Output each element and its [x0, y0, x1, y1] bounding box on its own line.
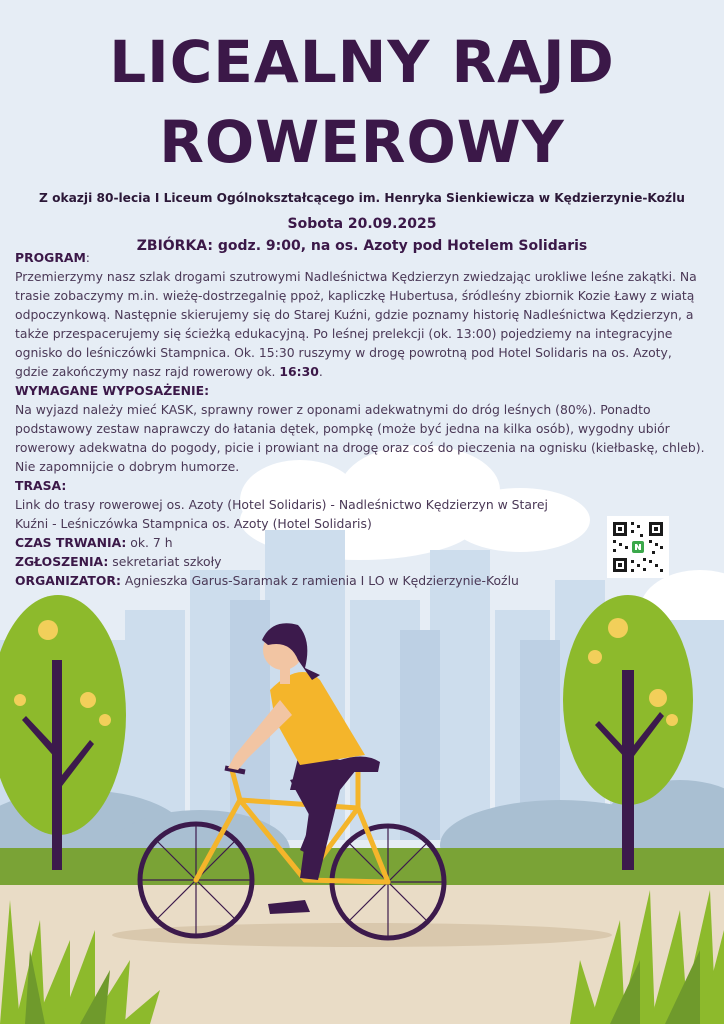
poster-content [0, 0, 724, 254]
duration-value: ok. 7 h [126, 535, 173, 550]
poster-body [15, 248, 707, 590]
duration-line [15, 533, 707, 552]
organizer-label: ORGANIZATOR: [15, 573, 121, 588]
duration-label: CZAS TRWANIA: [15, 535, 127, 550]
equipment-label: WYMAGANE WYPOSAŻENIE: [15, 383, 210, 398]
program-section [15, 248, 707, 381]
organizer-line [15, 571, 707, 590]
title-line-1: LICEALNY RAJD [109, 28, 615, 96]
route-link-text[interactable]: Link do trasy rowerowej os. Azoty (Hotel Solidaris) - Nadleśnictwo Kędzierzyn w Starej Kuźni - Leśniczówka Stampnica os. Azoty (Hotel Solidaris) [15, 497, 548, 531]
program-label-colon: : [85, 250, 90, 265]
meeting-point: ZBIÓRKA: godz. 9:00, na os. Azoty pod Hotelem Solidaris [136, 238, 588, 254]
applications-label: ZGŁOSZENIA: [15, 554, 109, 569]
program-label: PROGRAM [15, 250, 86, 265]
occasion-subtitle: Z okazji 80-lecia I Liceum Ogólnokształcącego im. Henryka Sienkiewicza w Kędzierzynie-Koźlu [39, 191, 685, 205]
equipment-section [15, 381, 707, 476]
qr-code-icon[interactable] [607, 516, 669, 578]
route-section [15, 476, 707, 533]
title-line-2: ROWEROWY [159, 108, 565, 176]
program-text: Przemierzymy nasz szlak drogami szutrowymi Nadleśnictwa Kędzierzyn zwiedzając urokliwe leśne zakątki. Na trasie zobaczymy m.in. wieżę-dostrzegalnię ppoż, kapliczkę Hubertusa, śródleśny zbiornik Kozie Ławy z wiatą odpoczynkową. Następnie skierujemy się do Starej Kuźni, gdzie poznamy historię Nadleśnictwa Kędzierzyn, a także przespacerujemy się ścieżką edukacyjną. Po leśnej prelekcji (ok. 13:00) pojedziemy na integracyjne ognisko do leśniczówki Stampnica. Ok. 15:30 ruszymy w drogę powrotną pod Hotel Solidaris na os. Azoty, gdzie zakończymy nasz rajd rowerowy ok. [15, 269, 697, 379]
event-date: Sobota 20.09.2025 [287, 216, 437, 232]
equipment-text: Na wyjazd należy mieć KASK, sprawny rower z oponami adekwatnymi do dróg leśnych (80%). Ponadto podstawowy zestaw naprawczy do łatania dętek, pompkę (może być jedna na kilka osób), wygodny ubiór rowerowy adekwatna do pogody, picie i prowiant na drogę oraz coś do pieczenia na ognisku (kiełbaskę, chleb). Nie zapomnijcie o dobrym humorze. [15, 402, 705, 474]
applications-value: sekretariat szkoły [108, 554, 222, 569]
program-end-dot: . [318, 364, 323, 379]
program-end-time: 16:30 [279, 364, 319, 379]
route-label: TRASA: [15, 478, 67, 493]
applications-line [15, 552, 707, 571]
poster-title [0, 0, 724, 182]
organizer-value: Agnieszka Garus-Saramak z ramienia I LO w Kędzierzynie-Koźlu [120, 573, 519, 588]
